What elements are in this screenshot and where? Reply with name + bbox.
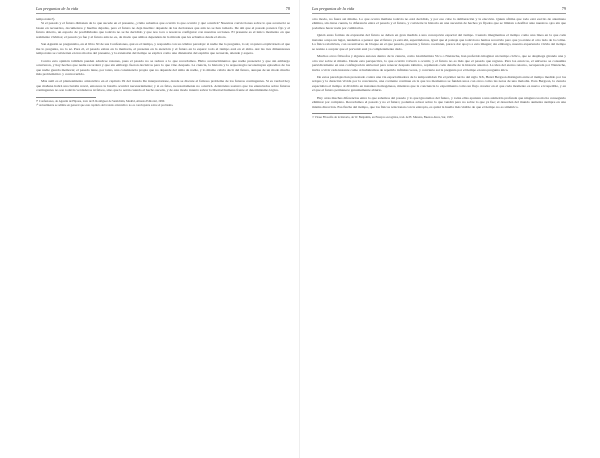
right-running-header — [312, 6, 566, 14]
left-paragraph-2: Si el pasado y el futuro dimanan de lo que sucede en el presente, ¿cómo sabemos que ocurrió lo que ocurrió y qué ocurrirá? Nuestras convicciones sobre lo que aconteció se basan en recuerdos, documentos y huellas dejadas, pero el futuro no deja huellas: depende de las decisiones que aún no se han tomado. De ahí que el pasado parezca fijo y el futuro abierto, un espacio de posibilidades que todavía no se ha decidido y que nos toca a nosotros configurar con nuestras acciones. El presente es el único momento en que realmente vivimos; el pasado ya fue y el futuro aún no es, de modo que ambos dependen de la mirada que les echamos desde el ahora. — [36, 21, 290, 39]
right-page-number: 79 — [561, 6, 566, 11]
left-running-header — [36, 6, 290, 14]
right-page — [300, 0, 600, 458]
right-paragraph-3: Muchos otros filósofos y algunos autores dentro de la ciencia, como Giambattista Vico o Nietzsche, han preferido imaginar un tiempo cíclico, que se despliega girando una y otra vez sobre sí mismo. Desde esta perspectiva, lo que ocurrió volverá a ocurrir, y el futuro no es más que el pasado que regresa. Para los estoicos, el universo se consumía periódicamente en una conflagración universal para renacer después idéntico, repitiendo cada detalle de la historia anterior. La idea del eterno retorno, recuperada por Nietzsche, invita a vivir cada instante como si hubiéramos de repetirlo infinitas veces, y convierte así la pregunta por el tiempo en una pregunta ética. — [312, 54, 566, 72]
right-running-head-title: Las preguntas de la vida — [312, 6, 355, 11]
right-footnote-1: ⁵¹ Véase Filosofía de la historia, de W. Benjamin, en Ensayos escogidos, trad. de H. Murena, Buenos Aires, Sur, 1967. — [312, 115, 454, 120]
left-footnote-rule — [36, 97, 96, 98]
left-paragraph-1: temporales?). — [36, 17, 56, 21]
right-paragraph-5: Hay otras muchas diferencias entre lo que sabemos del pasado y lo que ignoramos del futuro, y todas ellas apuntan a una asimetría profunda que ninguna teoría ha conseguido eliminar por completo. Recordamos el pasado y no el futuro; podemos actuar sobre lo que vendrá pero no sobre lo que ya fue; el desorden del mundo aumenta siempre en una misma dirección. Esa flecha del tiempo, que los físicos relacionan con la entropía, es quizá la huella más visible de que el tiempo no es simétrico. — [312, 95, 566, 109]
left-footnote-2: ⁵⁰ Actualmente se admite en general que este capítulo del tratado aristotélico no es concluyente sobre el problema. — [36, 102, 174, 107]
right-paragraph-4: De estos paradojas han protestado contra una vía espacializadora de la temporalidad. En el primer tercio del siglo XX, Henri Bergson distinguió entre el tiempo medido por los relojes y la duración vivida por la conciencia, una corriente continua en la que los momentos se funden unos con otros como las notas de una melodía. Para Bergson, la ciencia espacializa el tiempo al dividirlo en instantes homogéneos, mientras que la conciencia lo experimenta como un flujo creador en el que cada momento es nuevo e irrepetible, y en el que el futuro permanece genuinamente abierto. — [312, 74, 566, 93]
left-page-number: 78 — [285, 6, 290, 11]
right-paragraph-2: Quizá estas formas de expresión del futuro se deben en gran medida a una concepción espacial del tiempo. Cuando imaginamos el tiempo como una línea en la que cada instante ocupa un lugar, tendemos a pensar que el futuro ya está ahí, esperándonos, igual que el paisaje que todavía no hemos recorrido pero que ya existe al otro lado de la colina. La física relativista, con su universo de bloque en el que pasado, presente y futuro coexisten, parece dar apoyo a esta imagen; sin embargo, nuestra experiencia vivida del tiempo se resiste a aceptar que el porvenir esté ya completamente dado. — [312, 33, 566, 51]
left-running-head-title: Las preguntas de la vida — [36, 6, 79, 11]
right-footnote-rule — [312, 113, 372, 114]
left-paragraph-3: San Agustín se preguntaba, en el libro XI de sus Confesiones, qué es el tiempo, y respondía con su célebre paradoja: si nadie me lo pregunta, lo sé; si quiero explicárselo al que me lo pregunta, no lo sé. Para él, el pasado existe en la memoria, el presente en la atención y el futuro en la espera: todo el tiempo está en el alma. Así las tres dimensiones temporales se convierten en tres modos del presente, y la extensión del tiempo se explica como una distensión del espíritu que recuerda, atiende y espera. — [36, 42, 291, 56]
left-footnote-1: ⁴⁹ Confesiones, de Agustín de Hipona, trad. de P. Rodríguez de Santidrián, Madrid, Alianza Editorial, 1990. — [36, 98, 165, 103]
left-paragraph-5: Más sutil es el planteamiento aristotélico en el capítulo IX del tratado De interpretatione, donde se discute el famoso problema de los futuros contingentes. Si es verdad hoy que mañana habrá una batalla naval, entonces la batalla ocurrirá necesariamente; y si es falso, necesariamente no ocurrirá. Aristóteles sostuvo que los enunciados sobre futuros contingentes no son todavía verdaderos ni falsos, sino que lo serán cuando el hecho suceda, y de este modo intentó salvar la libertad humana frente al determinismo lógico. — [36, 79, 290, 93]
left-paragraph-4: Contra esta opinión también pueden aducirse razones, pues el pasado no se reduce a lo que recordamos. Hubo acontecimientos que nadie presenció y que sin embargo ocurrieron, y hay hechos que nadie recordará y que sin embargo fueron decisivos para lo que vino después. La ciencia, la historia y la arqueología reconstruyen episodios de los que nadie guarda memoria; el pasado tiene, por tanto, una consistencia propia que no depende del alma de nadie, y lo mismo cabría decir del futuro, aunque de un modo mucho más problemático y controvertido. — [36, 58, 290, 76]
right-paragraph-1: otro modo, no fuera así mismo. Lo que ocurra mañana todavía no está decidido, y por eso cabe la deliberación y la elección. Quien afirma que todo está escrito de antemano elimina, sin darse cuenta, la diferencia entre el pasado y el futuro, y convierte la historia en una sucesión de hechos ya fijados que se limitan a desfilar ante nuestros ojos sin que podamos hacer nada por cambiarlos. — [312, 17, 566, 30]
